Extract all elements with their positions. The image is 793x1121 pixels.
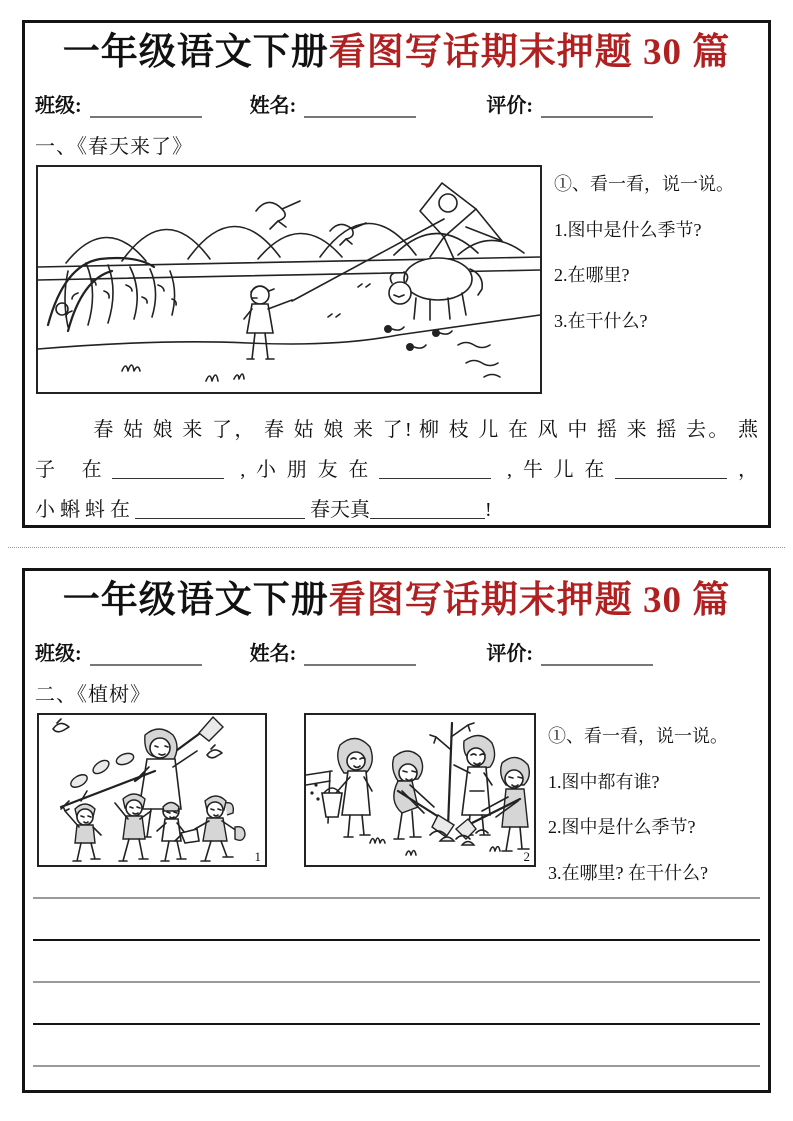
name-label: 姓名:: [249, 95, 297, 118]
page-title-red: 看图写话期末押题 30 篇: [328, 32, 731, 73]
writing-line: [33, 897, 760, 899]
question-1: 1.图中是什么季节?: [554, 219, 702, 240]
planting-walk-drawing: [39, 715, 265, 865]
page-title-black: 一年级语文下册: [62, 32, 329, 73]
spring-scene-drawing: [38, 167, 540, 392]
section2-content-row: [25, 713, 768, 907]
eval-field: [486, 637, 653, 666]
name-blank-line: [304, 644, 416, 666]
worksheet-page-1: [22, 20, 771, 528]
question-1: 1.图中都有谁?: [548, 771, 660, 792]
page-title: [25, 579, 768, 623]
tree-planting-dig-illustration: [304, 713, 536, 867]
fill-blank-swallows: [112, 460, 224, 479]
writing-line: [33, 1023, 760, 1025]
fill-in-paragraph: [35, 410, 758, 528]
fill-blank-spring: [370, 500, 485, 519]
planting-dig-drawing: [306, 715, 534, 865]
eval-field: [486, 89, 653, 118]
eval-label: 评价:: [486, 643, 534, 666]
writing-line: [33, 981, 760, 983]
question-3: 3.在干什么?: [554, 310, 648, 331]
page-title-red: 看图写话期末押题 30 篇: [328, 580, 731, 621]
section2-heading: 二、《植树》: [35, 684, 151, 707]
question-2: 2.在哪里?: [554, 265, 630, 286]
eval-blank-line: [541, 644, 653, 666]
fill-blank-ox: [615, 460, 727, 479]
fill-blank-tadpoles: [135, 500, 305, 519]
section2-questions: [548, 713, 760, 907]
section1-content-row: [25, 165, 768, 394]
class-blank-line: [90, 96, 202, 118]
page-title: [25, 31, 768, 75]
eval-label: 评价:: [486, 95, 534, 118]
paragraph-line-3: 小 蝌 蚪 在 春天真 !: [35, 499, 492, 522]
name-label: 姓名:: [249, 643, 297, 666]
figure2-number: 2: [523, 849, 530, 865]
eval-blank-line: [541, 96, 653, 118]
name-field: [250, 89, 417, 118]
writing-line: [33, 939, 760, 941]
class-field: [35, 637, 202, 666]
question-intro: ①、看一看，说一说。: [554, 174, 734, 195]
page-title-black: 一年级语文下册: [62, 580, 329, 621]
question-intro: ①、看一看，说一说。: [548, 726, 728, 747]
paragraph-line-2: 子 在 ,小朋友在 ,牛儿在 ，: [35, 459, 759, 482]
spring-scene-illustration: [36, 165, 542, 394]
fill-blank-children: [379, 460, 491, 479]
name-field: [250, 637, 417, 666]
question-3: 3.在哪里? 在干什么?: [548, 862, 708, 883]
tree-planting-walk-illustration: [37, 713, 267, 867]
figure1-number: 1: [254, 849, 261, 865]
page-separator-dotted-line: [8, 547, 785, 548]
writing-line: [33, 1065, 760, 1067]
name-blank-line: [304, 96, 416, 118]
worksheet-page-2: [22, 568, 771, 1093]
class-label: 班级:: [35, 95, 82, 118]
class-field: [35, 89, 202, 118]
class-label: 班级:: [35, 643, 82, 666]
student-info-row: [35, 637, 758, 666]
section1-questions: [554, 165, 768, 394]
class-blank-line: [90, 644, 202, 666]
student-info-row: [35, 89, 758, 118]
question-2: 2.图中是什么季节?: [548, 817, 696, 838]
section1-heading: 一、《春天来了》: [35, 136, 193, 159]
paragraph-line-1: 春 姑 娘 来 了， 春 姑 娘 来 了! 柳 枝 儿 在 风 中 摇 来 摇 去。 燕: [91, 419, 758, 442]
